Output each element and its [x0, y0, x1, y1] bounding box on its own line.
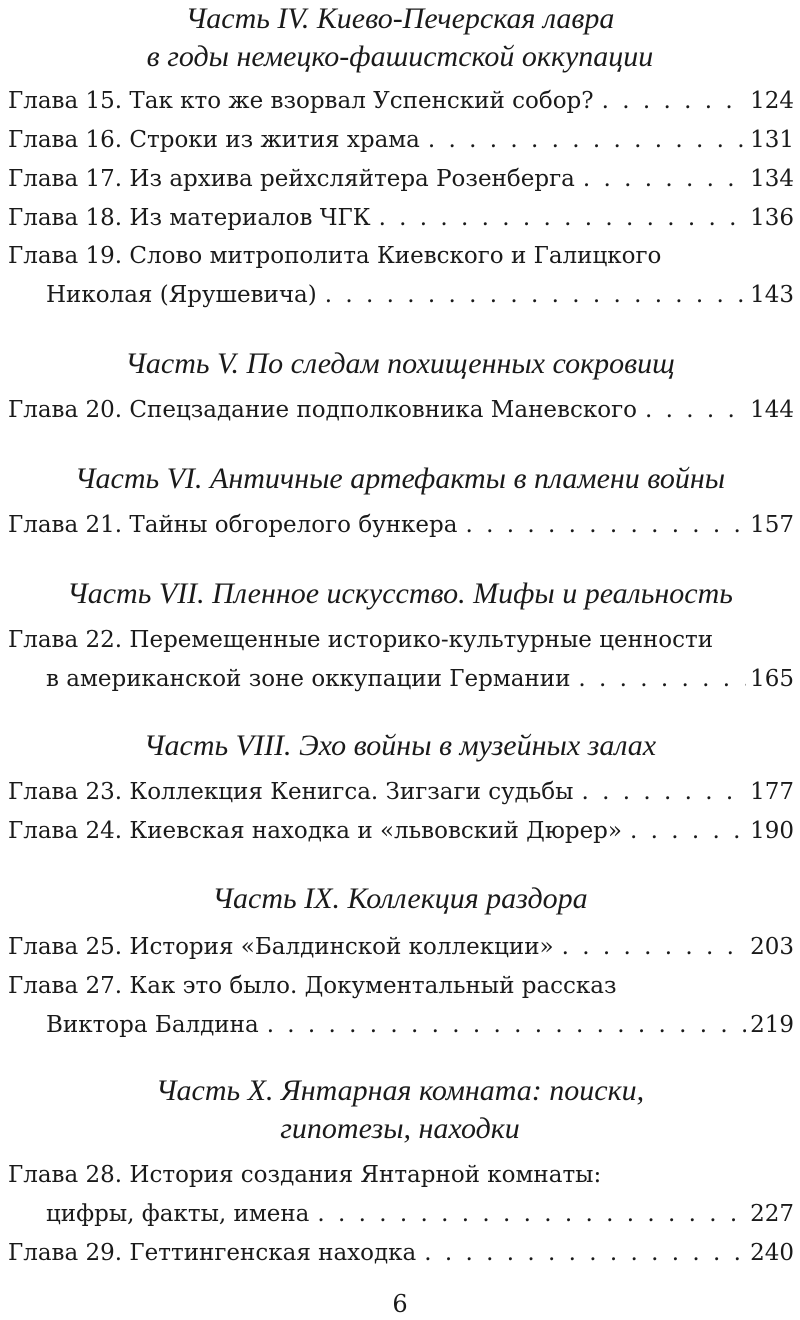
chapter-title: Виктора Балдина [46, 1012, 259, 1038]
dot-leader [428, 121, 746, 159]
dot-leader [325, 276, 746, 314]
chapter-page-number: 136 [750, 205, 794, 231]
toc-entry [8, 773, 794, 811]
chapter-title: Глава 24. Киевская находка и «львовский Дюрер» [8, 818, 622, 844]
chapter-page-number: 165 [750, 666, 794, 692]
chapter-title: цифры, факты, имена [46, 1201, 310, 1227]
dot-leader [645, 391, 746, 429]
chapter-title: Глава 21. Тайны обгорелого бункера [8, 512, 458, 538]
part-heading [0, 880, 800, 918]
chapter-page-number: 143 [750, 282, 794, 308]
toc-entry [8, 928, 794, 966]
chapter-page-number: 131 [750, 127, 794, 153]
part-heading-line: Часть VIII. Эхо войны в музейных залах [143, 729, 657, 762]
toc-entry [8, 82, 794, 120]
part-heading-line: Часть VI. Античные артефакты в пламени войны [74, 462, 726, 495]
toc-entry [46, 1195, 794, 1233]
chapter-title: в американской зоне оккупации Германии [46, 666, 571, 692]
toc-entry [8, 1234, 794, 1272]
dot-leader [581, 773, 746, 811]
toc-entry [8, 391, 794, 429]
toc-entry [8, 967, 794, 1005]
toc-entry [8, 1156, 794, 1194]
chapter-page-number: 144 [750, 397, 794, 423]
chapter-page-number: 190 [750, 818, 794, 844]
dot-leader [267, 1006, 746, 1044]
chapter-title: Глава 25. История «Балдинской коллекции» [8, 934, 554, 960]
chapter-title: Глава 20. Спецзадание подполковника Маневского [8, 397, 637, 423]
part-heading [0, 460, 800, 498]
dot-leader [602, 82, 746, 120]
chapter-title: Глава 28. История создания Янтарной комнаты: [8, 1162, 602, 1188]
part-heading [0, 1072, 800, 1148]
dot-leader [379, 199, 747, 237]
chapter-page-number: 177 [750, 779, 794, 805]
dot-leader [562, 928, 746, 966]
dot-leader [465, 506, 746, 544]
chapter-page-number: 240 [750, 1240, 794, 1266]
chapter-title: Глава 22. Перемещенные историко-культурные ценности [8, 627, 714, 653]
part-heading-line: Часть VII. Пленное искусство. Мифы и реальность [67, 577, 733, 610]
part-heading-line: Часть X. Янтарная комната: поиски, [155, 1074, 645, 1107]
chapter-title: Глава 17. Из архива рейхсляйтера Розенберга [8, 166, 575, 192]
chapter-title: Глава 19. Слово митрополита Киевского и Галицкого [8, 243, 662, 269]
part-heading-line: гипотезы, находки [280, 1112, 520, 1145]
chapter-title: Глава 16. Строки из жития храма [8, 127, 420, 153]
dot-leader [317, 1195, 746, 1233]
chapter-page-number: 124 [750, 88, 794, 114]
chapter-title: Глава 18. Из материалов ЧГК [8, 205, 371, 231]
chapter-page-number: 203 [750, 934, 794, 960]
toc-entry [8, 160, 794, 198]
chapter-page-number: 219 [750, 1012, 794, 1038]
part-heading-line: Часть IV. Киево-Печерская лавра [185, 2, 615, 35]
dot-leader [630, 812, 746, 850]
chapter-page-number: 157 [750, 512, 794, 538]
toc-entry [8, 621, 794, 659]
part-heading-line: Часть V. По следам похищенных сокровищ [125, 347, 675, 380]
part-heading-line: Часть IX. Коллекция раздора [212, 882, 588, 915]
page-number: 6 [392, 1290, 408, 1318]
dot-leader [578, 660, 746, 698]
part-heading [0, 345, 800, 383]
toc-entry [46, 1006, 794, 1044]
dot-leader [424, 1234, 746, 1272]
chapter-title: Глава 15. Так кто же взорвал Успенский собор? [8, 88, 594, 114]
toc-entry [8, 506, 794, 544]
toc-entry [8, 812, 794, 850]
chapter-title: Николая (Ярушевича) [46, 282, 317, 308]
toc-entry [46, 276, 794, 314]
dot-leader [583, 160, 746, 198]
chapter-title: Глава 29. Геттингенская находка [8, 1240, 417, 1266]
part-heading [0, 575, 800, 613]
toc-entry [8, 121, 794, 159]
chapter-title: Глава 27. Как это было. Документальный рассказ [8, 973, 617, 999]
toc-entry [8, 199, 794, 237]
part-heading [0, 0, 800, 76]
part-heading-line: в годы немецко-фашистской оккупации [146, 40, 654, 73]
toc-entry [46, 660, 794, 698]
chapter-page-number: 227 [750, 1201, 794, 1227]
chapter-page-number: 134 [750, 166, 794, 192]
toc-entry [8, 237, 794, 275]
part-heading [0, 727, 800, 765]
chapter-title: Глава 23. Коллекция Кенигса. Зигзаги судьбы [8, 779, 574, 805]
